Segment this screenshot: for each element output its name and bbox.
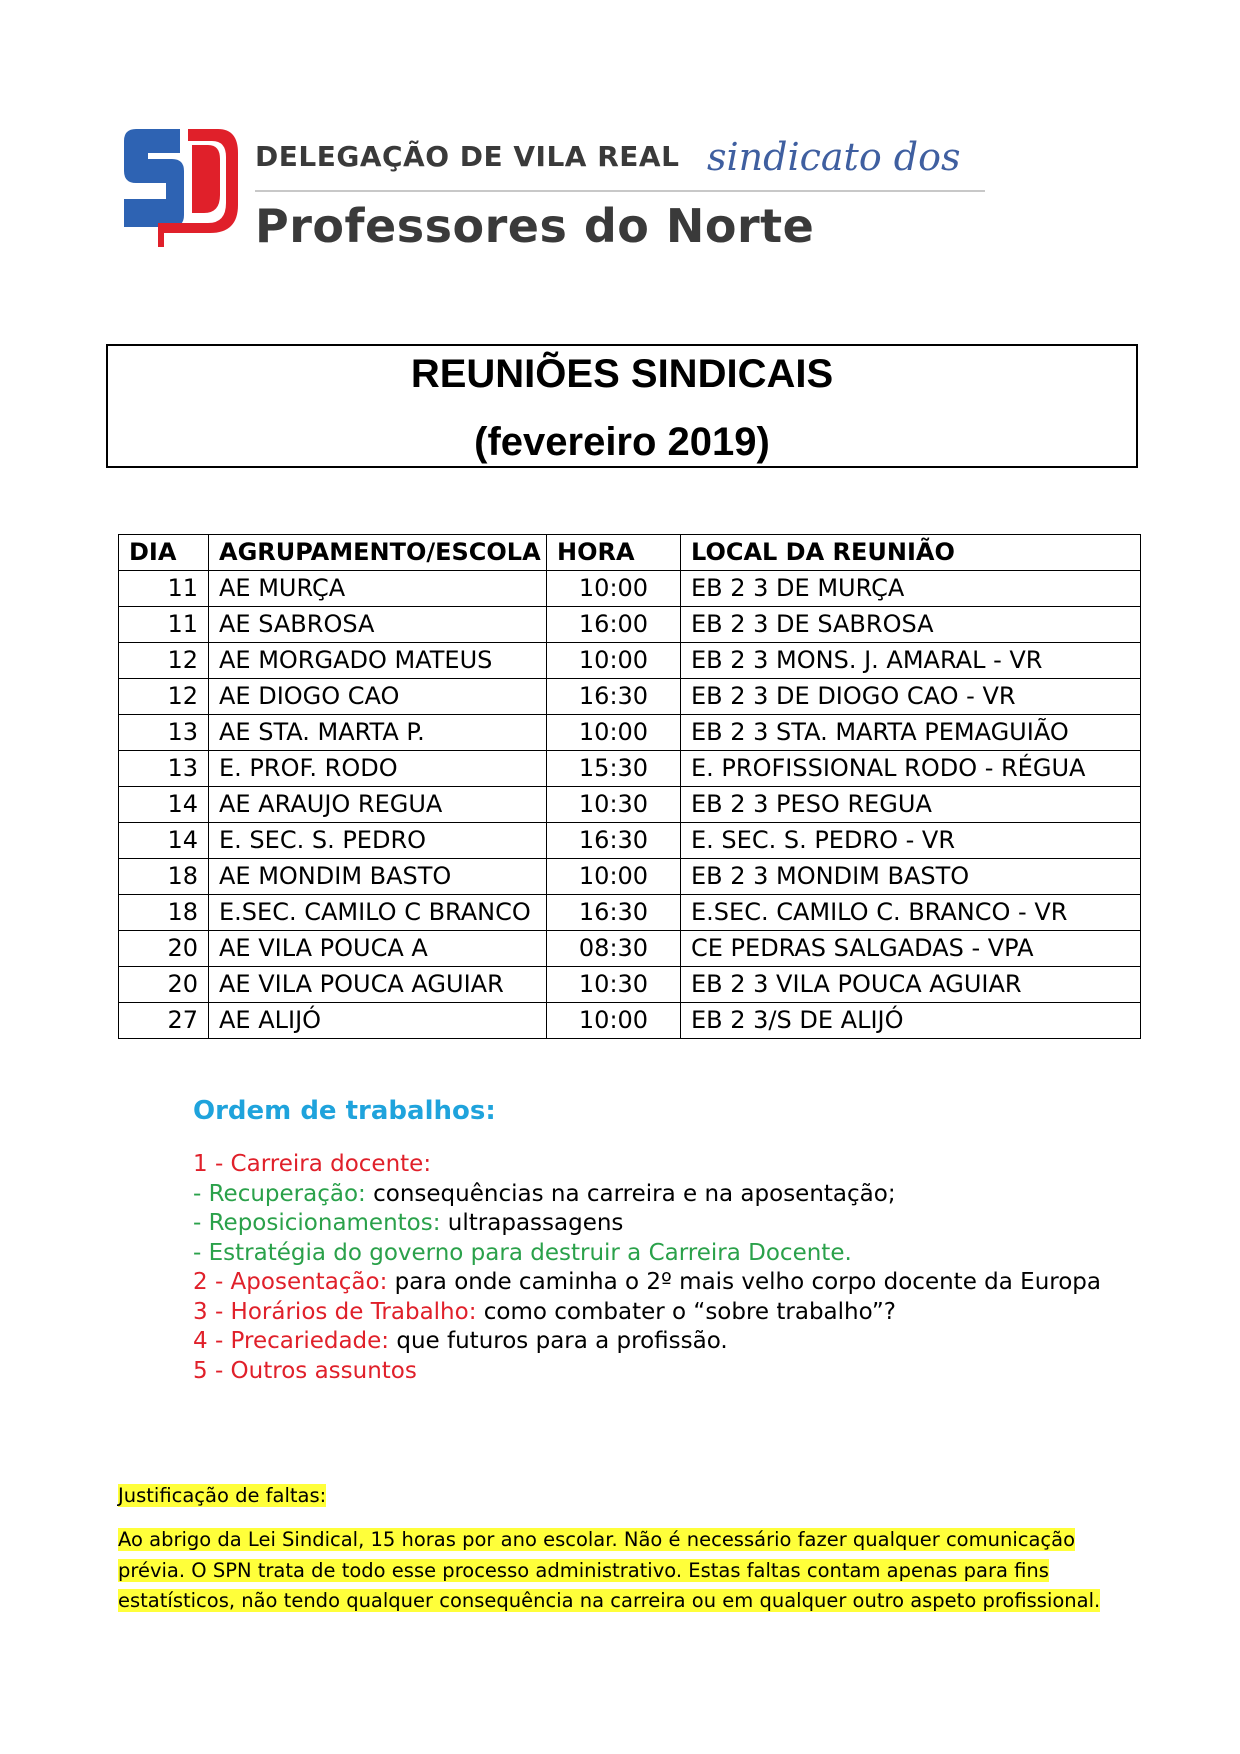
- table-row: [119, 679, 1141, 715]
- cell-local: EB 2 3 MONDIM BASTO: [681, 859, 1141, 895]
- cell-hora: 15:30: [547, 751, 681, 787]
- table-row: [119, 643, 1141, 679]
- table-row: [119, 607, 1141, 643]
- cell-hora: 10:00: [547, 859, 681, 895]
- cell-hora: 10:30: [547, 787, 681, 823]
- table-body: [119, 571, 1141, 1039]
- cell-local: E. PROFISSIONAL RODO - RÉGUA: [681, 751, 1141, 787]
- tagline: sindicato dos: [707, 135, 961, 179]
- agenda-item: [193, 1357, 1101, 1387]
- justification-body: Ao abrigo da Lei Sindical, 15 horas por ano escolar. Não é necessário fazer qualquer comunicação prévia. O SPN trata de todo esse processo administrativo. Estas faltas contam apenas para fins estatísticos, não tendo qualquer consequência na carreira ou em qualquer outro aspeto profissional.: [118, 1528, 1101, 1612]
- agenda-item: [193, 1239, 1101, 1269]
- cell-local: E.SEC. CAMILO C. BRANCO - VR: [681, 895, 1141, 931]
- cell-local: E. SEC. S. PEDRO - VR: [681, 823, 1141, 859]
- cell-dia: 27: [119, 1003, 209, 1039]
- table-header-row: [119, 535, 1141, 571]
- agenda-item: [193, 1327, 1101, 1357]
- table-row: [119, 787, 1141, 823]
- cell-dia: 12: [119, 679, 209, 715]
- col-header-hora: HORA: [547, 535, 681, 571]
- organization-header: [122, 123, 982, 273]
- justification-section: [118, 1484, 1138, 1617]
- col-header-dia: DIA: [119, 535, 209, 571]
- agenda-item-lead: - Recuperação:: [193, 1180, 366, 1207]
- cell-escola: AE SABROSA: [209, 607, 547, 643]
- cell-dia: 11: [119, 607, 209, 643]
- cell-hora: 16:00: [547, 607, 681, 643]
- agenda-item-text: ultrapassagens: [440, 1210, 624, 1236]
- meetings-table: [118, 534, 1141, 1039]
- cell-escola: E. PROF. RODO: [209, 751, 547, 787]
- agenda: [193, 1096, 1101, 1386]
- cell-escola: AE DIOGO CAO: [209, 679, 547, 715]
- cell-local: EB 2 3 STA. MARTA PEMAGUIÃO: [681, 715, 1141, 751]
- agenda-item-text: para onde caminha o 2º mais velho corpo docente da Europa: [387, 1269, 1101, 1295]
- cell-local: CE PEDRAS SALGADAS - VPA: [681, 931, 1141, 967]
- cell-local: EB 2 3 DE MURÇA: [681, 571, 1141, 607]
- cell-hora: 10:00: [547, 715, 681, 751]
- cell-escola: E. SEC. S. PEDRO: [209, 823, 547, 859]
- cell-dia: 11: [119, 571, 209, 607]
- organization-name: Professores do Norte: [255, 199, 815, 253]
- cell-dia: 12: [119, 643, 209, 679]
- cell-escola: AE VILA POUCA A: [209, 931, 547, 967]
- agenda-item-text: que futuros para a profissão.: [389, 1328, 728, 1354]
- table-row: [119, 715, 1141, 751]
- cell-escola: E.SEC. CAMILO C BRANCO: [209, 895, 547, 931]
- cell-escola: AE MORGADO MATEUS: [209, 643, 547, 679]
- col-header-local: LOCAL DA REUNIÃO: [681, 535, 1141, 571]
- cell-dia: 18: [119, 895, 209, 931]
- cell-dia: 13: [119, 751, 209, 787]
- cell-escola: AE ARAUJO REGUA: [209, 787, 547, 823]
- cell-hora: 10:00: [547, 571, 681, 607]
- table-row: [119, 1003, 1141, 1039]
- header-divider: [255, 190, 985, 192]
- agenda-item-lead: - Reposicionamentos:: [193, 1210, 441, 1236]
- cell-escola: AE MURÇA: [209, 571, 547, 607]
- cell-hora: 10:00: [547, 643, 681, 679]
- page-title: REUNIÕES SINDICAIS: [410, 352, 834, 396]
- cell-dia: 18: [119, 859, 209, 895]
- cell-hora: 10:30: [547, 967, 681, 1003]
- agenda-item: [193, 1298, 1101, 1328]
- cell-local: EB 2 3 PESO REGUA: [681, 787, 1141, 823]
- cell-escola: AE VILA POUCA AGUIAR: [209, 967, 547, 1003]
- cell-dia: 13: [119, 715, 209, 751]
- agenda-item: [193, 1180, 1101, 1210]
- cell-dia: 14: [119, 787, 209, 823]
- agenda-item-text: como combater o “sobre trabalho”?: [476, 1298, 896, 1325]
- spn-logo-icon: [122, 123, 242, 249]
- cell-hora: 16:30: [547, 823, 681, 859]
- cell-dia: 20: [119, 967, 209, 1003]
- cell-hora: 16:30: [547, 679, 681, 715]
- agenda-item-lead: 4 - Precariedade:: [193, 1328, 390, 1354]
- agenda-item-lead: 1 - Carreira docente:: [193, 1151, 432, 1177]
- cell-hora: 10:00: [547, 1003, 681, 1039]
- cell-hora: 08:30: [547, 931, 681, 967]
- agenda-item-lead: - Estratégia do governo para destruir a Carreira Docente.: [193, 1239, 852, 1266]
- cell-local: EB 2 3 MONS. J. AMARAL - VR: [681, 643, 1141, 679]
- table-row: [119, 571, 1141, 607]
- cell-local: EB 2 3 DE DIOGO CAO - VR: [681, 679, 1141, 715]
- cell-hora: 16:30: [547, 895, 681, 931]
- cell-dia: 14: [119, 823, 209, 859]
- agenda-list: [193, 1150, 1101, 1386]
- table-row: [119, 967, 1141, 1003]
- agenda-title: Ordem de trabalhos:: [193, 1096, 496, 1126]
- table-row: [119, 895, 1141, 931]
- cell-local: EB 2 3 DE SABROSA: [681, 607, 1141, 643]
- cell-local: EB 2 3 VILA POUCA AGUIAR: [681, 967, 1141, 1003]
- table-row: [119, 931, 1141, 967]
- cell-escola: AE ALIJÓ: [209, 1003, 547, 1039]
- agenda-item-text: consequências na carreira e na aposentação;: [365, 1180, 896, 1207]
- col-header-agrupamento: AGRUPAMENTO/ESCOLA: [209, 535, 547, 571]
- delegation-name: DELEGAÇÃO DE VILA REAL: [255, 140, 680, 173]
- agenda-item-lead: 5 - Outros assuntos: [193, 1357, 417, 1384]
- agenda-item: [193, 1268, 1101, 1298]
- table-row: [119, 751, 1141, 787]
- table-row: [119, 823, 1141, 859]
- agenda-item: [193, 1209, 1101, 1239]
- justification-title: Justificação de faltas:: [118, 1484, 327, 1507]
- table-row: [119, 859, 1141, 895]
- cell-escola: AE MONDIM BASTO: [209, 859, 547, 895]
- title-box: [106, 344, 1138, 468]
- agenda-item: [193, 1150, 1101, 1180]
- cell-dia: 20: [119, 931, 209, 967]
- page-subtitle: (fevereiro 2019): [474, 420, 770, 464]
- agenda-item-lead: 2 - Aposentação:: [193, 1269, 388, 1295]
- cell-local: EB 2 3/S DE ALIJÓ: [681, 1003, 1141, 1039]
- agenda-item-lead: 3 - Horários de Trabalho:: [193, 1298, 477, 1325]
- cell-escola: AE STA. MARTA P.: [209, 715, 547, 751]
